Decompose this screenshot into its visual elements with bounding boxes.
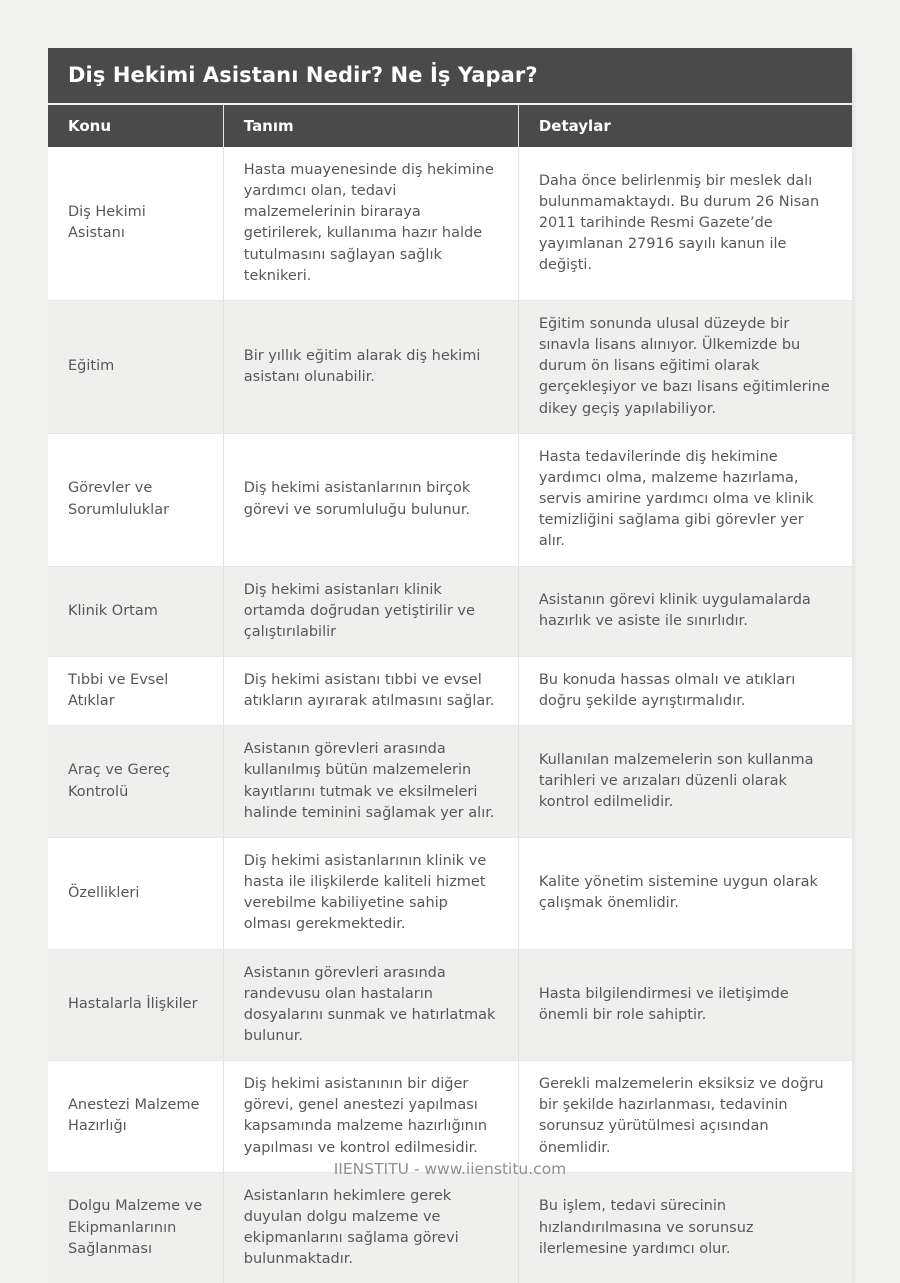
table-row [48,1061,852,1173]
table-header-row [48,105,852,147]
article-table-card [48,48,852,1283]
row-definition: Diş hekimi asistanının bir diğer görevi, genel anestezi yapılması kapsamında malzeme hazırlığının yapılması ve kontrol edilmesidir. [223,1061,518,1173]
row-details: Hasta tedavilerinde diş hekimine yardımcı olma, malzeme hazırlama, servis amirine yardımcı olma ve klinik temizliğini sağlama gibi görevler yer alır. [518,433,852,566]
table-body [48,147,852,1283]
row-topic: Diş Hekimi Asistanı [68,204,146,242]
table-row [48,566,852,656]
column-header-detaylar: Detaylar [518,105,852,147]
row-topic: Görevler ve Sorumluluklar [48,433,223,566]
table-row [48,147,852,300]
row-details: Bu konuda hassas olmalı ve atıkları doğru şekilde ayrıştırmalıdır. [518,656,852,725]
page-title: Diş Hekimi Asistanı Nedir? Ne İş Yapar? [48,48,852,105]
row-details: Daha önce belirlenmiş bir meslek dalı bulunmamaktaydı. Bu durum 26 Nisan 2011 tarihinde Resmi Gazete’de yayımlanan 27916 sayılı kanun ile değişti. [518,147,852,300]
table-row [48,656,852,725]
row-definition: Asistanın görevleri arasında kullanılmış bütün malzemelerin kayıtlarını tutmak ve eksilmeleri halinde teminini sağlamak yer alır. [223,726,518,838]
row-definition: Diş hekimi asistanlarının birçok görevi ve sorumluluğu bulunur. [223,433,518,566]
row-details: Hasta bilgilendirmesi ve iletişimde önemli bir role sahiptir. [518,949,852,1061]
column-header-tanim: Tanım [223,105,518,147]
table-row [48,726,852,838]
row-details: Kullanılan malzemelerin son kullanma tarihleri ve arızaları düzenli olarak kontrol edilmelidir. [518,726,852,838]
info-table [48,105,852,1283]
row-topic: Tıbbi ve Evsel Atıklar [48,656,223,725]
row-definition: Hasta muayenesinde diş hekimine yardımcı olan, tedavi malzemelerinin biraraya getirilerek, kullanıma hazır halde tutulmasını sağlayan sağlık teknikeri. [223,147,518,300]
table-row [48,1172,852,1283]
column-header-konu: Konu [48,105,223,147]
row-details: Bu işlem, tedavi sürecinin hızlandırılmasına ve sorunsuz ilerlemesine yardımcı olur. [518,1172,852,1283]
table-row [48,300,852,433]
table-row [48,433,852,566]
table-row [48,949,852,1061]
row-definition: Bir yıllık eğitim alarak diş hekimi asistanı olunabilir. [223,300,518,433]
row-details: Asistanın görevi klinik uygulamalarda hazırlık ve asiste ile sınırlıdır. [518,566,852,656]
row-details: Kalite yönetim sistemine uygun olarak çalışmak önemlidir. [518,837,852,949]
row-topic: Dolgu Malzeme ve Ekipmanlarının Sağlanması [48,1172,223,1283]
row-topic: Araç ve Gereç Kontrolü [48,726,223,838]
row-definition: Asistanların hekimlere gerek duyulan dolgu malzeme ve ekipmanlarını sağlama görevi bulunmaktadır. [223,1172,518,1283]
row-definition: Diş hekimi asistanları klinik ortamda doğrudan yetiştirilir ve çalıştırılabilir [223,566,518,656]
footer-credit: IIENSTITU - www.iienstitu.com [333,1160,567,1178]
row-topic: Özellikleri [48,837,223,949]
row-topic: Anestezi Malzeme Hazırlığı [48,1061,223,1173]
row-topic: Klinik Ortam [48,566,223,656]
row-details: Gerekli malzemelerin eksiksiz ve doğru bir şekilde hazırlanması, tedavinin sorunsuz yürütülmesi açısından önemlidir. [518,1061,852,1173]
row-definition: Asistanın görevleri arasında randevusu olan hastaların dosyalarını sunmak ve hatırlatmak bulunur. [223,949,518,1061]
table-row [48,837,852,949]
row-details: Eğitim sonunda ulusal düzeyde bir sınavla lisans alınıyor. Ülkemizde bu durum ön lisans eğitimi olarak gerçekleşiyor ve bazı lisans eğitimlerine dikey geçiş yapılabiliyor. [518,300,852,433]
row-topic: Eğitim [48,300,223,433]
row-topic: Hastalarla İlişkiler [48,949,223,1061]
row-definition: Diş hekimi asistanlarının klinik ve hasta ile ilişkilerde kaliteli hizmet verebilme kabiliyetine sahip olması gerekmektedir. [223,837,518,949]
row-definition: Diş hekimi asistanı tıbbi ve evsel atıkların ayırarak atılmasını sağlar. [223,656,518,725]
table-header [48,105,852,147]
